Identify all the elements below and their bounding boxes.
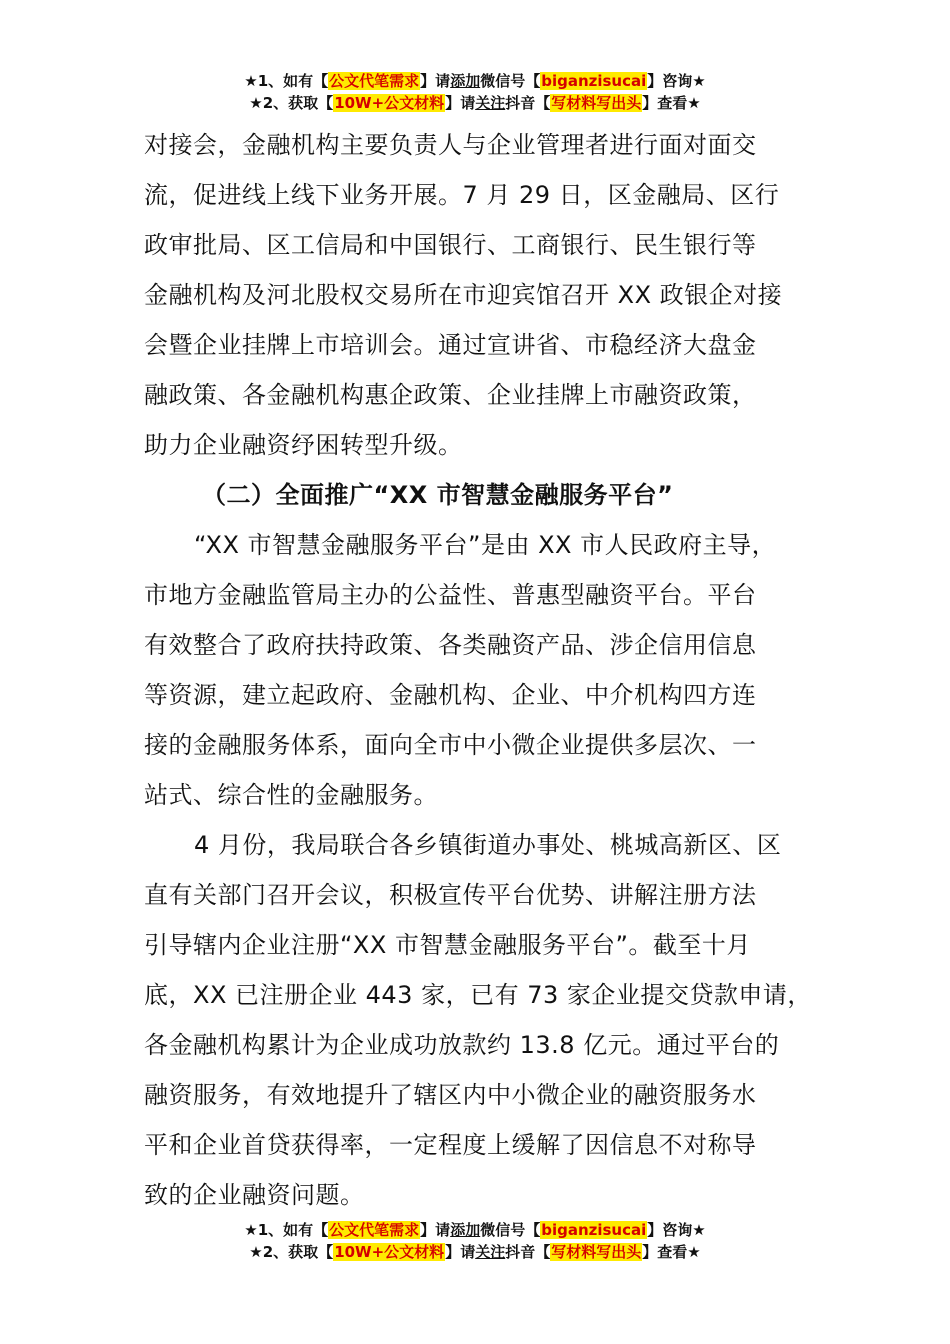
highlight-materials: 10W+公文材料 [334,1243,445,1261]
banner-text: 】查看★ [642,1243,701,1261]
banner-line-1 [0,1219,950,1241]
text-line: 引导辖内企业注册“XX 市智慧金融服务平台”。截至十月 [144,931,751,959]
highlight-douyin: 写材料写出头 [551,1243,642,1261]
text-line: 各金融机构累计为企业成功放款约 13.8 亿元。通过平台的 [144,1031,780,1059]
banner-underlined: 添加 [450,1221,481,1239]
banner-underlined: 关注 [475,94,506,112]
banner-text: 】咨询★ [647,1221,706,1239]
text-line: 底，XX 已注册企业 443 家，已有 73 家企业提交贷款申请， [144,981,812,1009]
highlight-materials: 10W+公文材料 [334,94,445,112]
banner-line-2 [0,1241,950,1263]
banner-text: 抖音【 [505,94,551,112]
banner-underlined: 关注 [475,1243,506,1261]
text-line: 接的金融服务体系，面向全市中小微企业提供多层次、一 [144,731,757,759]
banner-text: ★2、获取【 [249,94,334,112]
banner-text: ★2、获取【 [249,1243,334,1261]
text-line: “XX 市智慧金融服务平台”是由 XX 市人民政府主导， [194,531,777,559]
highlight-service: 公文代笔需求 [329,72,420,90]
text-line: 致的企业融资问题。 [144,1181,365,1209]
banner-text: 】请 [445,1243,476,1261]
text-line: 会暨企业挂牌上市培训会。通过宣讲省、市稳经济大盘金 [144,331,757,359]
highlight-wechat-id: biganzisucai [541,1221,647,1239]
highlight-service: 公文代笔需求 [329,1221,420,1239]
text-line: 政审批局、区工信局和中国银行、工商银行、民生银行等 [144,231,757,259]
banner-text: 】请 [445,94,476,112]
text-line: 融资服务，有效地提升了辖区内中小微企业的融资服务水 [144,1081,757,1109]
text-line: 站式、综合性的金融服务。 [144,781,438,809]
banner-text: 】咨询★ [647,72,706,90]
banner-line-2 [0,92,950,114]
banner-text: 微信号【 [480,72,541,90]
text-line: 融政策、各金融机构惠企政策、企业挂牌上市融资政策， [144,381,757,409]
document-body [144,120,834,1220]
text-line: 平和企业首贷获得率，一定程度上缓解了因信息不对称导 [144,1131,757,1159]
text-line: 4 月份，我局联合各乡镇街道办事处、桃城高新区、区 [194,831,782,859]
highlight-wechat-id: biganzisucai [541,72,647,90]
banner-text: ★1、如有【 [244,72,329,90]
text-line: 对接会，金融机构主要负责人与企业管理者进行面对面交 [144,131,757,159]
banner-text: 】请 [420,1221,451,1239]
text-line: 金融机构及河北股权交易所在市迎宾馆召开 XX 政银企对接 [144,281,783,309]
text-line: 直有关部门召开会议，积极宣传平台优势、讲解注册方法 [144,881,757,909]
header-banner [0,70,950,114]
footer-banner [0,1219,950,1263]
paragraph-3 [144,820,834,1220]
text-line: 等资源，建立起政府、金融机构、企业、中介机构四方连 [144,681,757,709]
banner-text: 】查看★ [642,94,701,112]
text-line: 有效整合了政府扶持政策、各类融资产品、涉企信用信息 [144,631,757,659]
text-line: 市地方金融监管局主办的公益性、普惠型融资平台。平台 [144,581,757,609]
text-line: 流，促进线上线下业务开展。7 月 29 日，区金融局、区行 [144,181,780,209]
banner-underlined: 添加 [450,72,481,90]
highlight-douyin: 写材料写出头 [551,94,642,112]
banner-text: ★1、如有【 [244,1221,329,1239]
paragraph-2 [144,520,834,820]
banner-text: 】请 [420,72,451,90]
banner-text: 微信号【 [480,1221,541,1239]
paragraph-1 [144,120,834,470]
section-heading: （二）全面推广“XX 市智慧金融服务平台” [202,481,674,509]
text-line: 助力企业融资纾困转型升级。 [144,431,463,459]
banner-text: 抖音【 [505,1243,551,1261]
banner-line-1 [0,70,950,92]
